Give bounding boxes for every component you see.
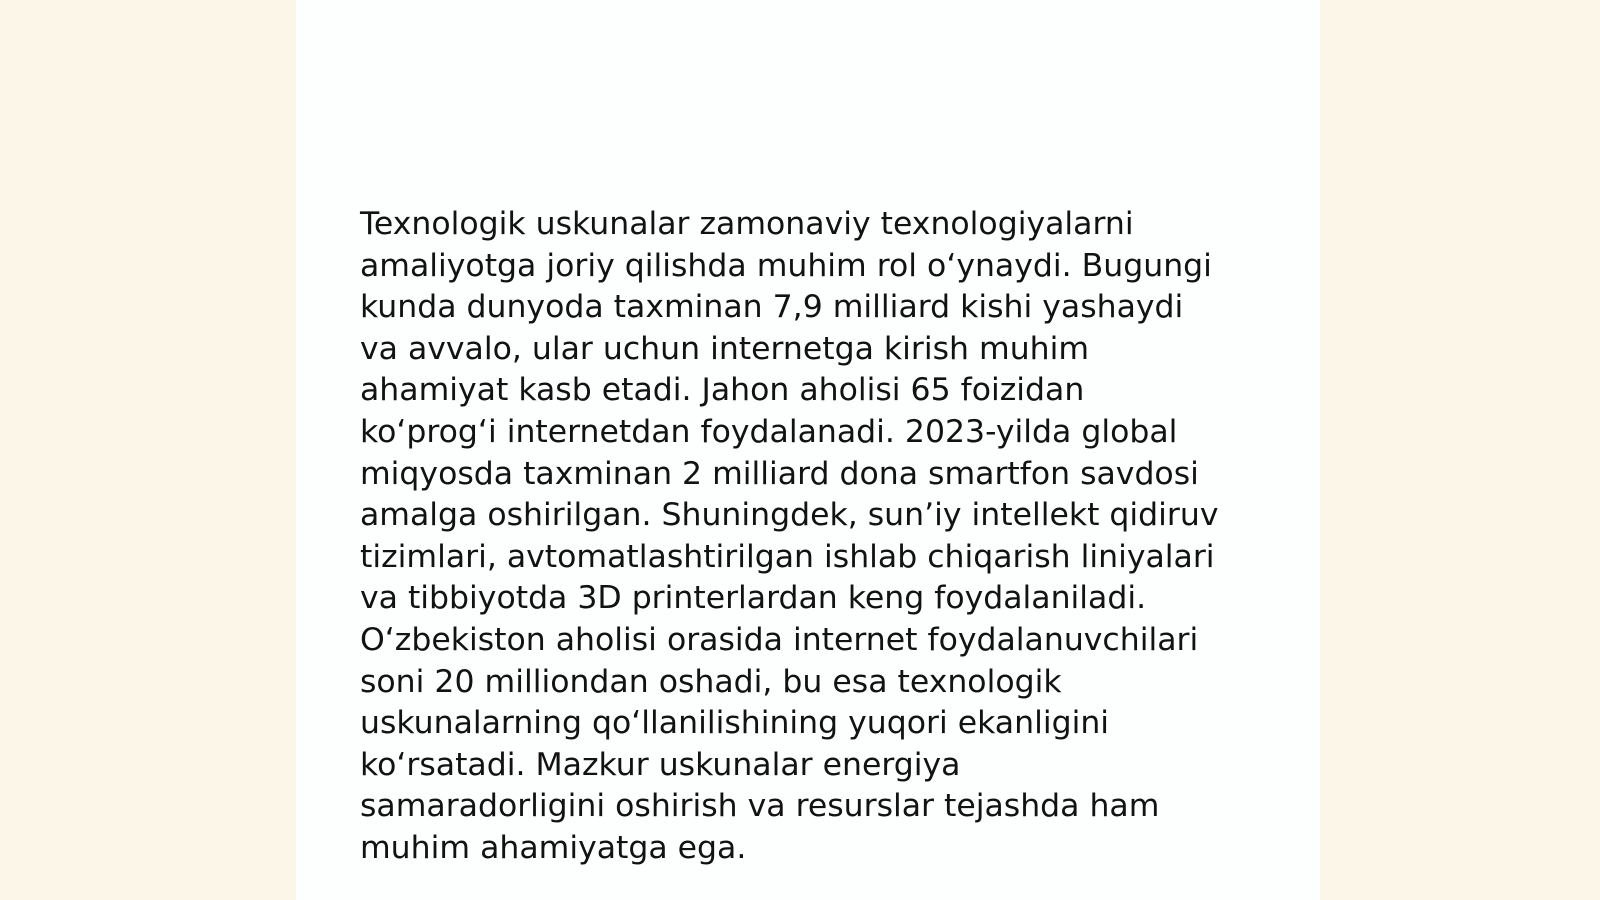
paragraph-line: samaradorligini oshirish va resurslar tejashda ham <box>360 788 1160 825</box>
paragraph-line: ahamiyat kasb etadi. Jahon aholisi 65 foizidan <box>360 372 1085 409</box>
paragraph-line: koʻprogʻi internetdan foydalanadi. 2023-yilda global <box>360 413 1178 450</box>
document-page <box>296 0 1320 900</box>
paragraph-line: uskunalarning qoʻllanilishining yuqori ekanligini <box>360 705 1110 742</box>
paragraph-line: tizimlari, avtomatlashtirilgan ishlab chiqarish liniyalari <box>360 538 1215 575</box>
paragraph-line: miqyosda taxminan 2 milliard dona smartfon savdosi <box>360 455 1199 492</box>
paragraph-line: amalga oshirilgan. Shuningdek, sunʼiy intellekt qidiruv <box>360 497 1219 534</box>
body-paragraph <box>360 204 1260 870</box>
paragraph-line: kunda dunyoda taxminan 7,9 milliard kishi yashaydi <box>360 289 1184 326</box>
paragraph-line: Oʻzbekiston aholisi orasida internet foydalanuvchilari <box>360 621 1199 658</box>
paragraph-line: Texnologik uskunalar zamonaviy texnologiyalarni <box>360 206 1134 242</box>
paragraph-line: va avvalo, ular uchun internetga kirish muhim <box>360 330 1090 367</box>
paragraph-line: koʻrsatadi. Mazkur uskunalar energiya <box>360 746 961 783</box>
paragraph-line: amaliyotga joriy qilishda muhim rol oʻynaydi. Bugungi <box>360 247 1212 284</box>
paragraph-line: va tibbiyotda 3D printerlardan keng foydalaniladi. <box>360 580 1147 617</box>
paragraph-line: soni 20 milliondan oshadi, bu esa texnologik <box>360 663 1062 700</box>
paragraph-line: muhim ahamiyatga ega. <box>360 829 747 866</box>
